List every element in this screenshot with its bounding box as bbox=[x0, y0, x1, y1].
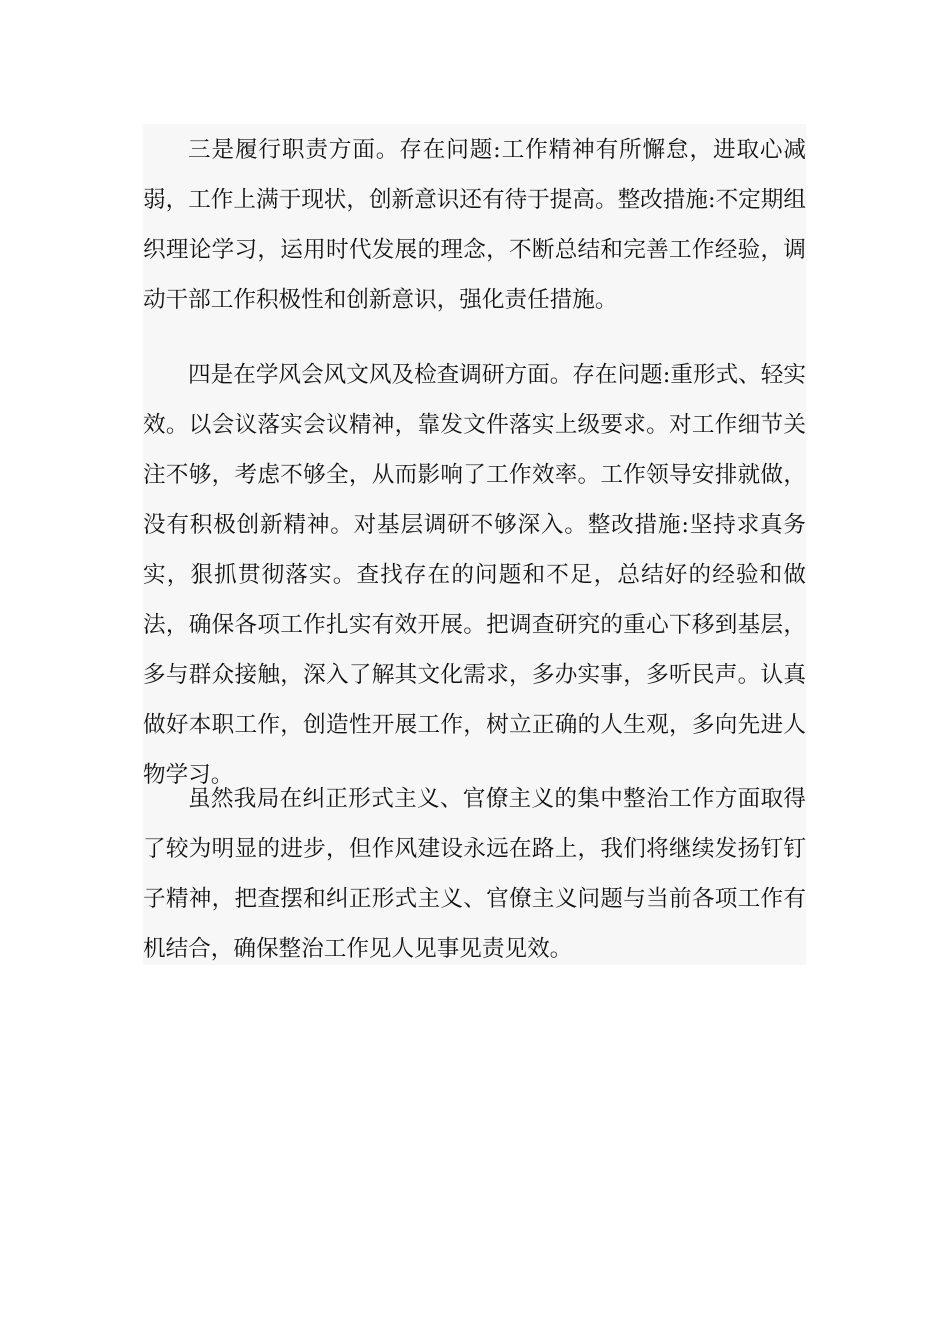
document-body bbox=[143, 124, 806, 965]
paragraph-duties: 三是履行职责方面。存在问题:工作精神有所懈怠，进取心减弱，工作上满于现状，创新意识还有待于提高。整改措施:不定期组织理论学习，运用时代发展的理念，不断总结和完善工作经验，调动干部工作积极性和创新意识，强化责任措施。 bbox=[143, 137, 806, 313]
paragraph-conclusion: 虽然我局在纠正形式主义、官僚主义的集中整治工作方面取得了较为明显的进步，但作风建设永远在路上，我们将继续发扬钉钉子精神，把查摆和纠正形式主义、官僚主义问题与当前各项工作有机结合，确保整治工作见人见事见责见效。 bbox=[143, 786, 806, 962]
paragraph-study-style: 四是在学风会风文风及检查调研方面。存在问题:重形式、轻实效。以会议落实会议精神，靠发文件落实上级要求。对工作细节关注不够，考虑不够全，从而影响了工作效率。工作领导安排就做，没有积极创新精神。对基层调研不够深入。整改措施:坚持求真务实，狠抓贯彻落实。查找存在的问题和不足，总结好的经验和做法，确保各项工作扎实有效开展。把调查研究的重心下移到基层，多与群众接触，深入了解其文化需求，多办实事，多听民声。认真做好本职工作，创造性开展工作，树立正确的人生观，多向先进人物学习。 bbox=[143, 362, 806, 788]
